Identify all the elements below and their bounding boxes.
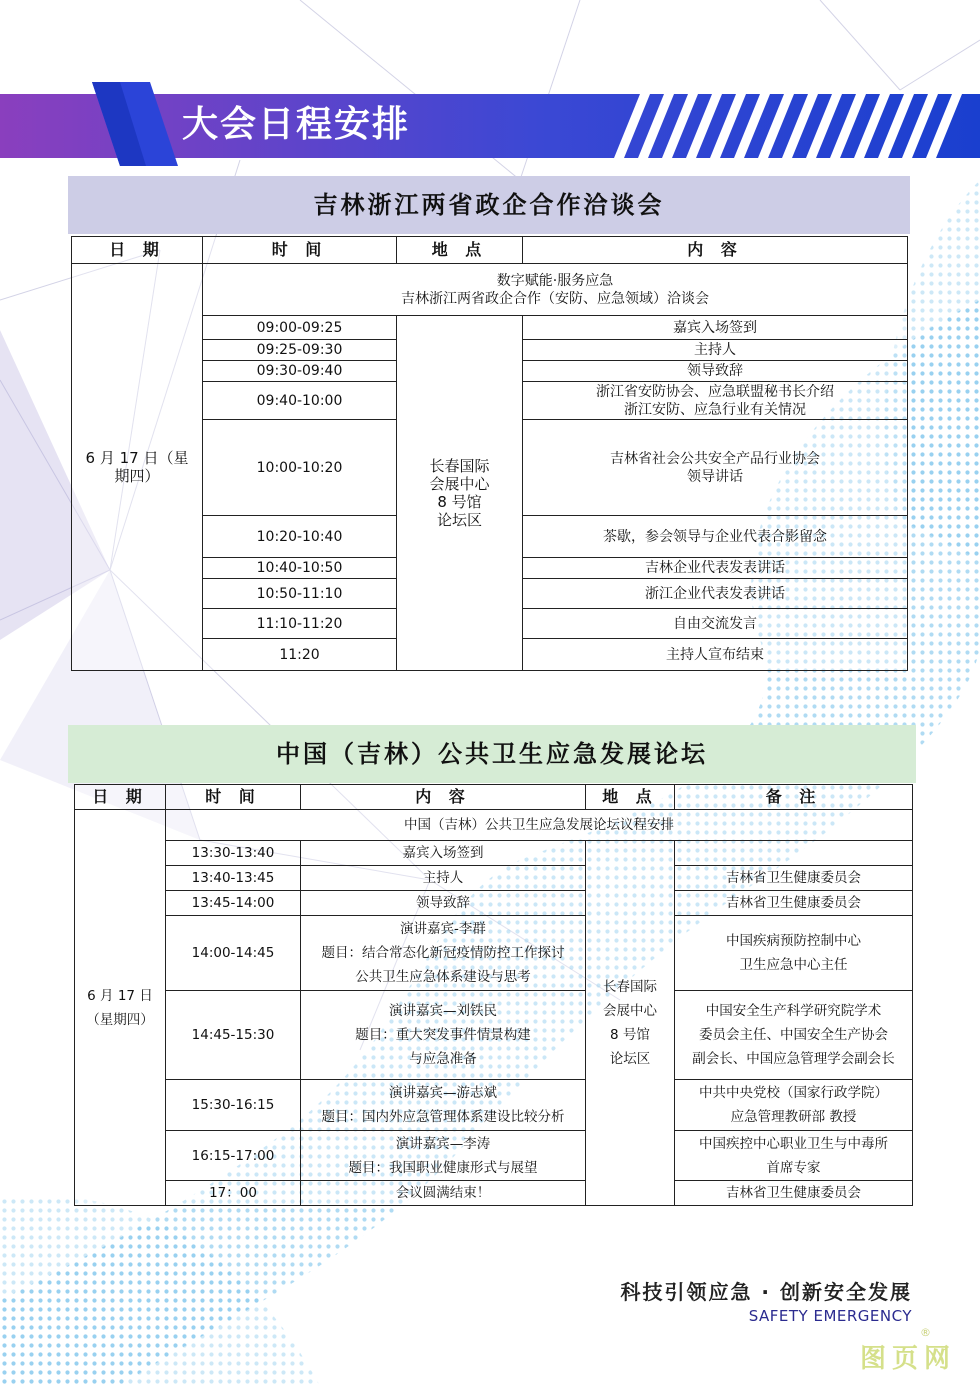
- content-cell: 自由交流发言: [523, 609, 908, 639]
- page-title: 大会日程安排: [182, 104, 411, 145]
- content-cell: 会议圆满结束！: [301, 1181, 586, 1206]
- note-cell: 中国安全生产科学研究院学术 委员会主任、中国安全生产协会 副会长、中国应急管理学会副会长: [675, 991, 913, 1080]
- content-cell: 浙江企业代表发表讲话: [523, 579, 908, 609]
- note-cell: 吉林省卫生健康委员会: [675, 1181, 913, 1206]
- note-cell: 中国疾病预防控制中心 卫生应急中心主任: [675, 916, 913, 991]
- time-cell: 10:00-10:20: [203, 420, 397, 516]
- table-row: [75, 891, 913, 916]
- content-cell: 茶歇，参会领导与企业代表合影留念: [523, 516, 908, 558]
- col-date: 日 期: [75, 785, 166, 810]
- section2-banner: 中国（吉林）公共卫生应急发展论坛议程安排: [166, 810, 913, 841]
- content-cell: 吉林省社会公共安全产品行业协会 领导讲话: [523, 420, 908, 516]
- col-time: 时 间: [203, 237, 397, 264]
- content-cell: 演讲嘉宾-李群 题目：结合常态化新冠疫情防控工作探讨 公共卫生应急体系建设与思考: [301, 916, 586, 991]
- content-cell: 演讲嘉宾—游志斌 题目：国内外应急管理体系建设比较分析: [301, 1080, 586, 1131]
- col-note: 备 注: [675, 785, 913, 810]
- content-cell: 主持人: [301, 866, 586, 891]
- note-cell: 中共中央党校（国家行政学院） 应急管理教研部 教授: [675, 1080, 913, 1131]
- col-content: 内 容: [523, 237, 908, 264]
- note-cell: 中国疾控中心职业卫生与中毒所 首席专家: [675, 1131, 913, 1181]
- content-cell: 主持人: [523, 340, 908, 361]
- section1-title: 吉林浙江两省政企合作洽谈会: [68, 176, 910, 234]
- registered-mark: ®: [920, 1326, 931, 1339]
- table-row: [75, 991, 913, 1080]
- col-date: 日 期: [72, 237, 203, 264]
- content-cell: 领导致辞: [523, 361, 908, 382]
- time-cell: 10:50-11:10: [203, 579, 397, 609]
- footer-slogan: 科技引领应急 · 创新安全发展: [620, 1280, 912, 1304]
- time-cell: 14:45-15:30: [166, 991, 301, 1080]
- time-cell: 13:40-13:45: [166, 866, 301, 891]
- watermark-logo: 图页网: [860, 1344, 957, 1374]
- time-cell: 09:40-10:00: [203, 382, 397, 420]
- section1-date-cell: 6 月 17 日（星期四）: [72, 264, 203, 671]
- section2-title: 中国（吉林）公共卫生应急发展论坛: [68, 725, 916, 783]
- time-cell: 10:40-10:50: [203, 558, 397, 579]
- col-time: 时 间: [166, 785, 301, 810]
- table-header-row: [72, 237, 908, 264]
- time-cell: 09:00-09:25: [203, 316, 397, 340]
- content-cell: 演讲嘉宾—刘铁民 题目：重大突发事件情景构建 与应急准备: [301, 991, 586, 1080]
- section2-date-cell: 6 月 17 日 （星期四）: [75, 810, 166, 1206]
- content-cell: 主持人宣布结束: [523, 639, 908, 671]
- content-cell: 领导致辞: [301, 891, 586, 916]
- col-content: 内 容: [301, 785, 586, 810]
- time-cell: 09:25-09:30: [203, 340, 397, 361]
- section1-schedule-table: [71, 236, 908, 671]
- table-row: [75, 1131, 913, 1181]
- section1-banner: 数字赋能·服务应急 吉林浙江两省政企合作（安防、应急领域）洽谈会: [203, 264, 908, 316]
- content-cell: 演讲嘉宾—李涛 题目：我国职业健康形式与展望: [301, 1131, 586, 1181]
- time-cell: 17：00: [166, 1181, 301, 1206]
- table-header-row: [75, 785, 913, 810]
- footer-slogan-en: SAFETY EMERGENCY: [748, 1307, 912, 1325]
- content-cell: 嘉宾入场签到: [523, 316, 908, 340]
- time-cell: 14:00-14:45: [166, 916, 301, 991]
- table-row: [75, 916, 913, 991]
- content-cell: 吉林企业代表发表讲话: [523, 558, 908, 579]
- table-row: [75, 1181, 913, 1206]
- time-cell: 13:45-14:00: [166, 891, 301, 916]
- section1-venue-cell: 长春国际 会展中心 8 号馆 论坛区: [397, 316, 523, 671]
- content-cell: 嘉宾入场签到: [301, 841, 586, 866]
- table-row: [75, 1080, 913, 1131]
- time-cell: 13:30-13:40: [166, 841, 301, 866]
- content-cell: 浙江省安防协会、应急联盟秘书长介绍 浙江安防、应急行业有关情况: [523, 382, 908, 420]
- note-cell: 吉林省卫生健康委员会: [675, 891, 913, 916]
- note-cell: 吉林省卫生健康委员会: [675, 866, 913, 891]
- time-cell: 15:30-16:15: [166, 1080, 301, 1131]
- table-row: [75, 841, 913, 866]
- time-cell: 11:20: [203, 639, 397, 671]
- col-venue: 地 点: [397, 237, 523, 264]
- table-row: [75, 866, 913, 891]
- section2-venue-cell: 长春国际 会展中心 8 号馆 论坛区: [586, 841, 675, 1206]
- time-cell: 11:10-11:20: [203, 609, 397, 639]
- time-cell: 10:20-10:40: [203, 516, 397, 558]
- note-cell: [675, 841, 913, 866]
- time-cell: 16:15-17:00: [166, 1131, 301, 1181]
- section2-schedule-table: [74, 784, 913, 1206]
- col-venue: 地 点: [586, 785, 675, 810]
- time-cell: 09:30-09:40: [203, 361, 397, 382]
